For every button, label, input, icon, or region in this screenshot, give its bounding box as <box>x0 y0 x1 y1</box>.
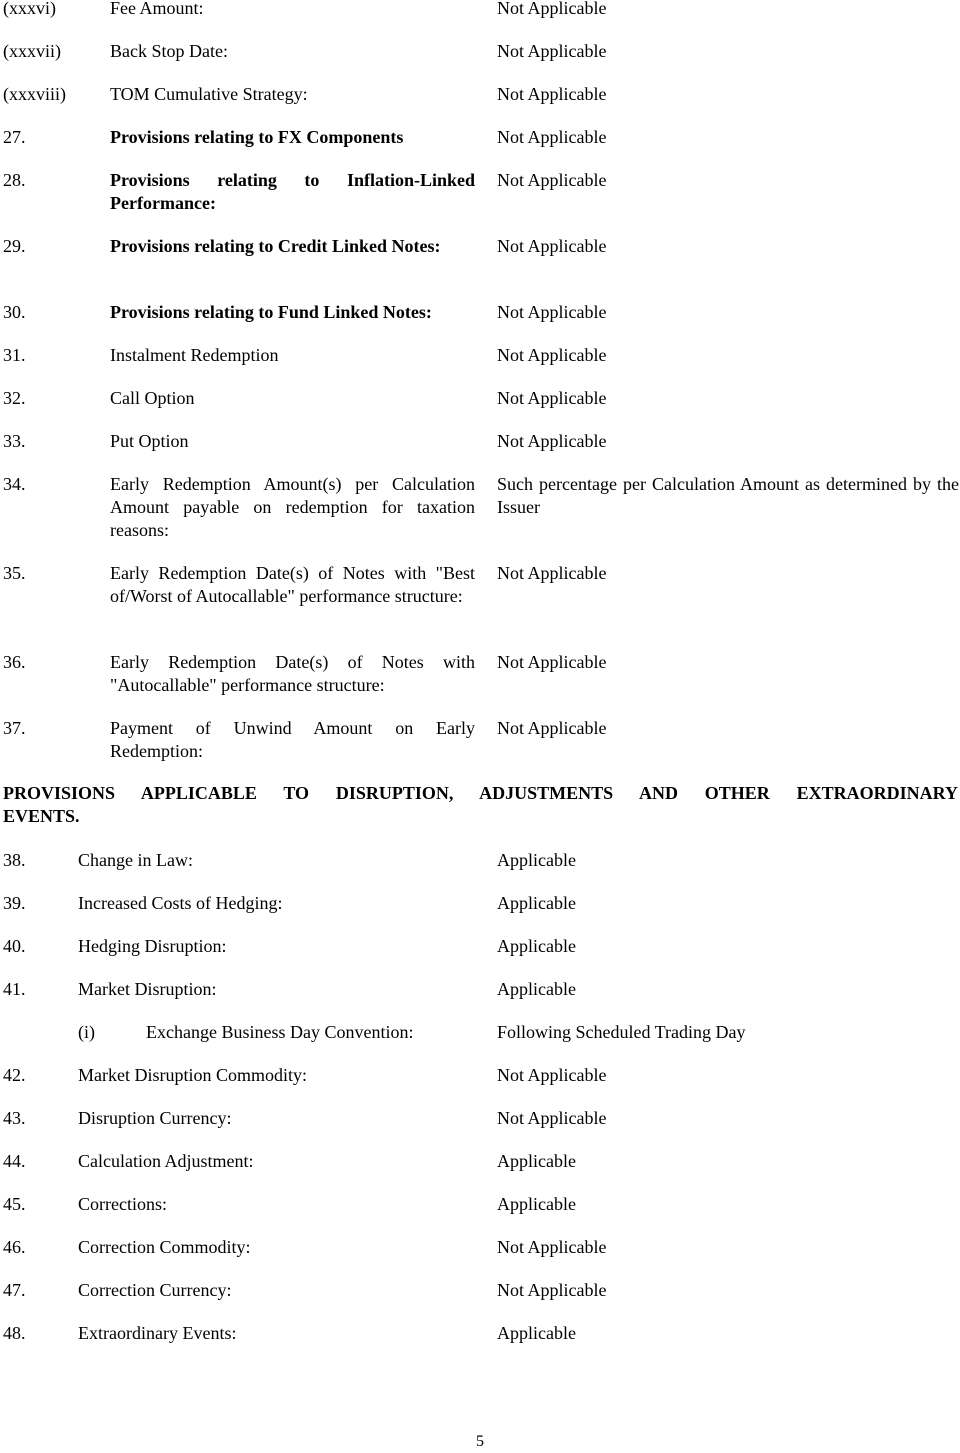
item-number: 33. <box>3 431 26 451</box>
sub-item-number: (i) <box>78 1022 95 1042</box>
page-number: 5 <box>476 1433 484 1450</box>
item-label: Increased Costs of Hedging: <box>78 893 283 913</box>
item-value: Not Applicable <box>497 1237 607 1257</box>
item-label: Put Option <box>110 431 189 451</box>
sub-item-value: Following Scheduled Trading Day <box>497 1022 746 1042</box>
item-number: 46. <box>3 1237 26 1257</box>
item-label: TOM Cumulative Strategy: <box>110 84 308 104</box>
item-label: Provisions relating to Fund Linked Notes: <box>110 302 432 322</box>
item-number: 41. <box>3 979 26 999</box>
item-value: Applicable <box>497 1323 576 1343</box>
item-number: 29. <box>3 236 26 256</box>
sub-item-label: Exchange Business Day Convention: <box>146 1022 414 1042</box>
item-value: Not Applicable <box>497 345 607 365</box>
item-number: 37. <box>3 718 26 738</box>
item-value: Not Applicable <box>497 652 607 672</box>
item-label: Correction Commodity: <box>78 1237 251 1257</box>
item-value: Not Applicable <box>497 84 607 104</box>
item-label: Corrections: <box>78 1194 167 1214</box>
item-value: Applicable <box>497 979 576 999</box>
item-number: 39. <box>3 893 26 913</box>
item-value: Not Applicable <box>497 431 607 451</box>
item-number: 34. <box>3 474 26 494</box>
item-value: Not Applicable <box>497 718 607 738</box>
item-label: Call Option <box>110 388 195 408</box>
item-number: 42. <box>3 1065 26 1085</box>
item-label: Provisions relating to FX Components <box>110 127 404 147</box>
item-number: 38. <box>3 850 26 870</box>
item-number: (xxxvii) <box>3 41 61 61</box>
item-number: 27. <box>3 127 26 147</box>
item-label: Provisions relating to Inflation-Linked Performance: <box>110 170 475 213</box>
item-label: Provisions relating to Credit Linked Notes: <box>110 236 441 256</box>
item-label: Fee Amount: <box>110 0 204 18</box>
item-label: Market Disruption Commodity: <box>78 1065 307 1085</box>
item-number: 44. <box>3 1151 26 1171</box>
item-value: Applicable <box>497 893 576 913</box>
item-label: Calculation Adjustment: <box>78 1151 254 1171</box>
item-value: Applicable <box>497 850 576 870</box>
item-number: 36. <box>3 652 26 672</box>
item-label: Early Redemption Date(s) of Notes with "Autocallable" performance structure: <box>110 652 475 695</box>
item-label: Change in Law: <box>78 850 193 870</box>
item-value: Not Applicable <box>497 563 607 583</box>
item-value: Applicable <box>497 1151 576 1171</box>
item-number: 48. <box>3 1323 26 1343</box>
item-value: Not Applicable <box>497 170 607 190</box>
item-value: Not Applicable <box>497 1280 607 1300</box>
item-value: Not Applicable <box>497 302 607 322</box>
item-number: (xxxvi) <box>3 0 56 18</box>
item-number: 28. <box>3 170 26 190</box>
section-heading-line: PROVISIONS APPLICABLE TO DISRUPTION, ADJUSTMENTS AND OTHER EXTRAORDINARY <box>3 783 958 803</box>
item-value: Applicable <box>497 1194 576 1214</box>
item-number: 45. <box>3 1194 26 1214</box>
item-number: 40. <box>3 936 26 956</box>
item-number: 43. <box>3 1108 26 1128</box>
section-heading <box>3 782 958 828</box>
item-number: 30. <box>3 302 26 322</box>
item-label: Hedging Disruption: <box>78 936 227 956</box>
item-label: Disruption Currency: <box>78 1108 232 1128</box>
item-number: 35. <box>3 563 26 583</box>
item-value: Not Applicable <box>497 388 607 408</box>
section-heading-line: EVENTS. <box>3 806 80 826</box>
item-label: Early Redemption Amount(s) per Calculation Amount payable on redemption for taxation reasons: <box>110 474 475 540</box>
item-number: (xxxviii) <box>3 84 66 104</box>
item-label: Instalment Redemption <box>110 345 279 365</box>
item-number: 31. <box>3 345 26 365</box>
item-value: Not Applicable <box>497 0 607 18</box>
item-number: 32. <box>3 388 26 408</box>
item-value: Such percentage per Calculation Amount as determined by the Issuer <box>497 474 959 517</box>
item-number: 47. <box>3 1280 26 1300</box>
item-value: Not Applicable <box>497 1065 607 1085</box>
item-label: Early Redemption Date(s) of Notes with "Best of/Worst of Autocallable" performance structure: <box>110 563 475 606</box>
item-label: Market Disruption: <box>78 979 217 999</box>
item-label: Extraordinary Events: <box>78 1323 237 1343</box>
item-label: Correction Currency: <box>78 1280 232 1300</box>
item-value: Not Applicable <box>497 1108 607 1128</box>
item-value: Not Applicable <box>497 127 607 147</box>
item-label: Back Stop Date: <box>110 41 228 61</box>
item-value: Not Applicable <box>497 236 607 256</box>
item-value: Applicable <box>497 936 576 956</box>
item-value: Not Applicable <box>497 41 607 61</box>
item-label: Payment of Unwind Amount on Early Redemption: <box>110 718 475 761</box>
